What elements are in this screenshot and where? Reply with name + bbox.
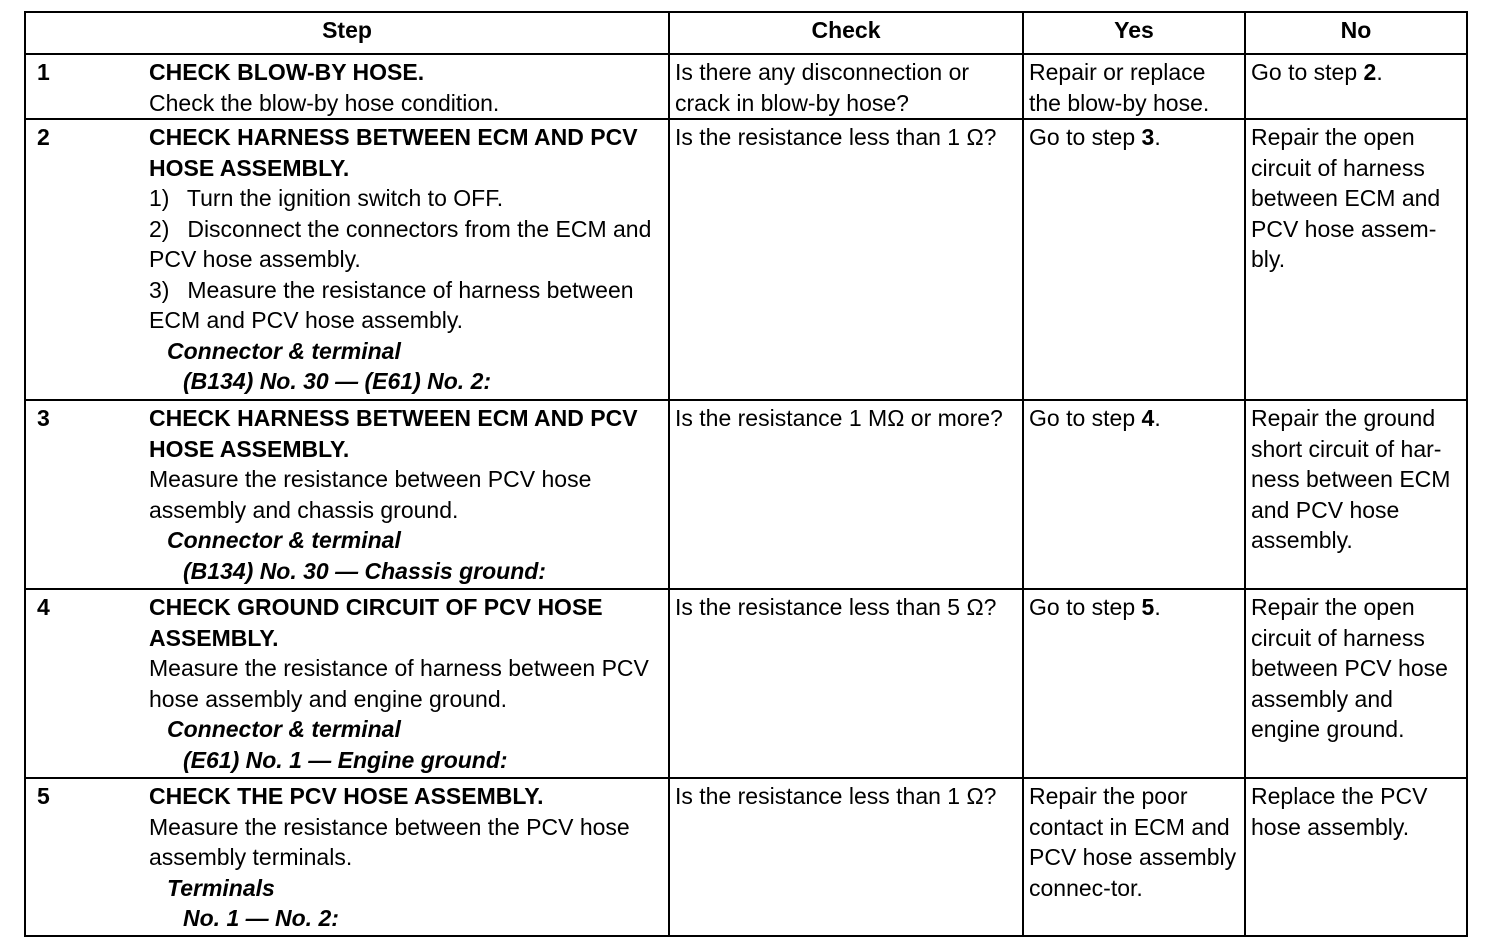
step-number: 4 [37,594,50,620]
step-number: 3 [37,405,50,431]
step-number: 5 [37,783,50,809]
step-title: CHECK GROUND CIRCUIT OF PCV HOSE ASSEMBLY. [149,594,603,651]
step-number-cell [25,589,143,778]
no-cell [1245,54,1467,119]
check-cell: Is the resistance 1 MΩ or more? [669,400,1023,589]
step-text: Measure the resistance of harness between PCV hose assembly and engine ground. [149,655,649,712]
step-text: Check the blow-by hose condition. [149,89,500,116]
step-number: 2 [37,124,50,150]
yes-cell [1023,589,1245,778]
no-suffix: . [1376,59,1383,85]
yes-cell [1023,400,1245,589]
table-row [25,54,1467,119]
table-row [25,119,1467,400]
no-cell: Repair the ground short circuit of har-ness between ECM and PCV hose assembly. [1245,400,1467,589]
terminals-label: Terminals [167,874,275,901]
connector-terminal-value: (E61) No. 1 — Engine ground: [183,746,508,773]
check-cell: Is there any disconnection or crack in blow-by hose? [669,54,1023,119]
table-row [25,589,1467,778]
connector-terminal-value: (B134) No. 30 — Chassis ground: [183,557,546,584]
no-cell: Repair the open circuit of harness between ECM and PCV hose assem-bly. [1245,119,1467,400]
yes-cell: Repair the poor contact in ECM and PCV hose assembly connec-tor. [1023,778,1245,936]
step-cell [143,54,669,119]
yes-prefix: Go to step [1029,124,1142,150]
yes-prefix: Go to step [1029,405,1142,431]
substep: 2) Disconnect the connectors from the ECM and PCV hose assembly. [149,215,652,272]
step-cell [143,778,669,936]
yes-suffix: . [1154,124,1161,150]
step-number-cell [25,54,143,119]
header-yes: Yes [1023,12,1245,54]
yes-step-ref: 3 [1141,124,1155,150]
connector-terminal-label: Connector & terminal [167,716,401,742]
substep: 1) Turn the ignition switch to OFF. [149,185,504,211]
step-cell [143,589,669,778]
diagnostic-table [24,11,1468,937]
step-cell [143,400,669,589]
yes-step-ref: 5 [1141,594,1155,620]
no-cell: Replace the PCV hose assembly. [1245,778,1467,936]
connector-terminal-value: (B134) No. 30 — (E61) No. 2: [183,368,492,394]
yes-suffix: . [1154,405,1161,431]
substep: 3) Measure the resistance of harness between ECM and PCV hose assembly. [149,276,634,333]
step-text: Measure the resistance between PCV hose assembly and chassis ground. [149,466,592,523]
step-number-cell [25,778,143,936]
no-cell: Repair the open circuit of harness between PCV hose assembly and engine ground. [1245,589,1467,778]
step-title: CHECK THE PCV HOSE ASSEMBLY. [149,783,544,809]
step-number-cell [25,400,143,589]
connector-terminal-label: Connector & terminal [167,337,401,364]
header-no: No [1245,12,1467,54]
header-row [25,12,1467,54]
yes-cell [1023,119,1245,400]
yes-prefix: Go to step [1029,594,1142,620]
check-cell: Is the resistance less than 1 Ω? [669,778,1023,936]
step-text: Measure the resistance between the PCV hose assembly terminals. [149,813,630,870]
yes-suffix: . [1154,594,1161,620]
step-title: CHECK HARNESS BETWEEN ECM AND PCV HOSE ASSEMBLY. [149,124,638,181]
step-number-cell [25,119,143,400]
check-cell: Is the resistance less than 1 Ω? [669,119,1023,400]
step-title: CHECK BLOW-BY HOSE. [149,59,425,85]
header-check: Check [669,12,1023,54]
no-prefix: Go to step [1251,59,1364,85]
table-row [25,400,1467,589]
header-step: Step [25,12,669,54]
terminals-value: No. 1 — No. 2: [183,905,339,931]
step-number: 1 [37,59,50,85]
connector-terminal-label: Connector & terminal [167,527,401,553]
no-step-ref: 2 [1363,59,1377,85]
yes-cell: Repair or replace the blow-by hose. [1023,54,1245,119]
step-cell [143,119,669,400]
yes-step-ref: 4 [1141,405,1155,431]
check-cell: Is the resistance less than 5 Ω? [669,589,1023,778]
step-title: CHECK HARNESS BETWEEN ECM AND PCV HOSE ASSEMBLY. [149,405,638,462]
table-row [25,778,1467,936]
